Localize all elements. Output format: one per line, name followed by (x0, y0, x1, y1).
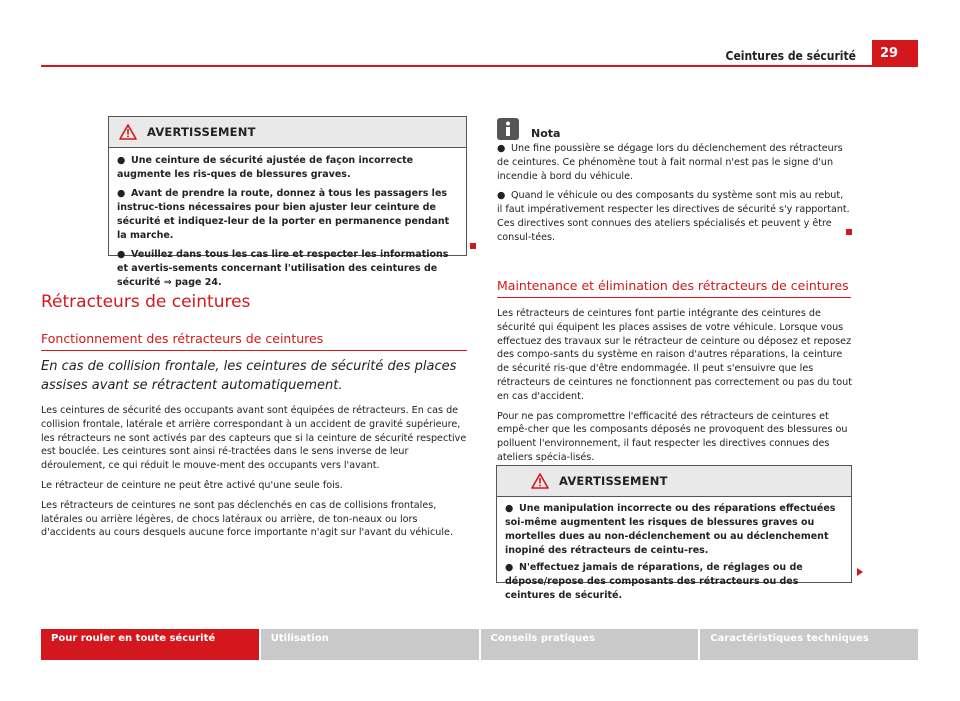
chapter-title: Ceintures de sécurité (725, 49, 856, 63)
warning-triangle-icon (119, 124, 137, 140)
paragraph: Les ceintures de sécurité des occupants avant sont équipées de rétracteurs. En cas de collision frontale, latérale et arrière correspondant à un accident de gravité supérieure, les rétracteurs ne sont activés par des capteurs que si la ceinture de sécurité respective est bouclée. Les ceintures sont ainsi ré-tractées dans le sens inverse de leur déroulement, ce qui réduit le mouve-ment des occupants vers l'avant. (41, 405, 467, 472)
warning-item: ● Avant de prendre la route, donnez à tous les passagers les instruc-tions nécessaires pour bien ajuster leur ceinture de sécurité et indiquez-leur de la porter en permanence pendant la marche. (117, 188, 450, 241)
section-body (41, 404, 469, 546)
end-marker (846, 229, 852, 235)
warning-header (109, 117, 466, 148)
info-note-icon (497, 118, 519, 140)
warning-item: ● Une manipulation incorrecte ou des réparations effectuées soi-même augmentent les risques de blessures graves ou mortelles dues au non-déclenchement ou au déclenchement inopiné des rétracteurs de ceintu-res. (505, 503, 836, 556)
tab-conseils-pratiques[interactable]: Conseils pratiques (481, 629, 699, 660)
warning-title: AVERTISSEMENT (147, 125, 256, 139)
end-marker (470, 243, 476, 249)
header-rule (41, 65, 918, 67)
maintenance-body (497, 307, 855, 471)
paragraph: Les rétracteurs de ceintures font partie intégrante des ceintures de sécurité qui équipent les places assises de votre véhicule. Lorsque vous effectuez des travaux sur le rétracteur de ceinture ou déposez et reposez des compo-sants du système en raison d'autres réparations, la ceinture de sécurité ris-que d'être endommagée. Il peut s'ensuivre que les rétracteurs de ceintures ne fonctionnent pas correctement ou pas du tout en cas d'accident. (497, 308, 852, 402)
footer-nav (41, 629, 918, 660)
tab-caracteristiques[interactable]: Caractéristiques techniques (700, 629, 918, 660)
nota-body (497, 142, 851, 251)
subsection-title: Fonctionnement des rétracteurs de ceintures (41, 331, 467, 351)
paragraph: Le rétracteur de ceinture ne peut être activé qu'une seule fois. (41, 479, 343, 491)
warning-title: AVERTISSEMENT (559, 474, 668, 488)
maintenance-title: Maintenance et élimination des rétracteurs de ceintures (497, 278, 851, 298)
warning-triangle-icon (531, 473, 549, 489)
page-number: 29 (872, 40, 918, 67)
lead-paragraph: En cas de collision frontale, les ceintures de sécurité des places assises avant se rétractent automatiquement. (41, 359, 457, 393)
continue-arrow-icon (856, 567, 864, 577)
warning-box-bottom (496, 465, 852, 601)
nota-title: Nota (531, 127, 561, 140)
tab-pour-rouler[interactable]: Pour rouler en toute sécurité (41, 629, 259, 660)
warning-item: ● Une ceinture de sécurité ajustée de façon incorrecte augmente les ris-ques de blessures graves. (117, 155, 414, 180)
nota-item: ● Quand le véhicule ou des composants du système sont mis au rebut, il faut impérativement respecter les directives de sécurité s'y rapportant. Ces directives sont connues des ateliers spécialisés et peuvent y être consul-tées. (497, 190, 850, 243)
tab-utilisation[interactable]: Utilisation (261, 629, 479, 660)
warning-header (497, 466, 851, 497)
nota-item: ● Une fine poussière se dégage lors du déclenchement des rétracteurs de ceintures. Ce phénomène tout à fait normal n'est pas le signe d'un incendie à bord du véhicule. (497, 143, 843, 182)
paragraph: Pour ne pas compromettre l'efficacité des rétracteurs de ceintures et empê-cher que les composants déposés ne provoquent des blessures ou polluent l'environnement, il faut respecter les directives connues des ateliers spécia-lisés. (497, 410, 848, 463)
warning-item: ● N'effectuez jamais de réparations, de réglages ou de dépose/repose des composants des rétracteurs ou des ceintures de sécurité. (505, 562, 803, 601)
paragraph: Les rétracteurs de ceintures ne sont pas déclenchés en cas de collisions frontales, latérales ou arrière légères, de chocs latéraux ou arrière, de ton-neaux ou lors d'accidents au cours desquels aucune force importante n'agit sur l'avant du véhicule. (41, 499, 453, 539)
warning-item: ● Veuillez dans tous les cas lire et respecter les informations et avertis-sements concernant l'utilisation des ceintures de sécurité ⇒ page 24. (117, 249, 449, 288)
section-title: Rétracteurs de ceintures (41, 292, 251, 312)
warning-box-top (108, 116, 467, 288)
nota-header (497, 118, 560, 140)
